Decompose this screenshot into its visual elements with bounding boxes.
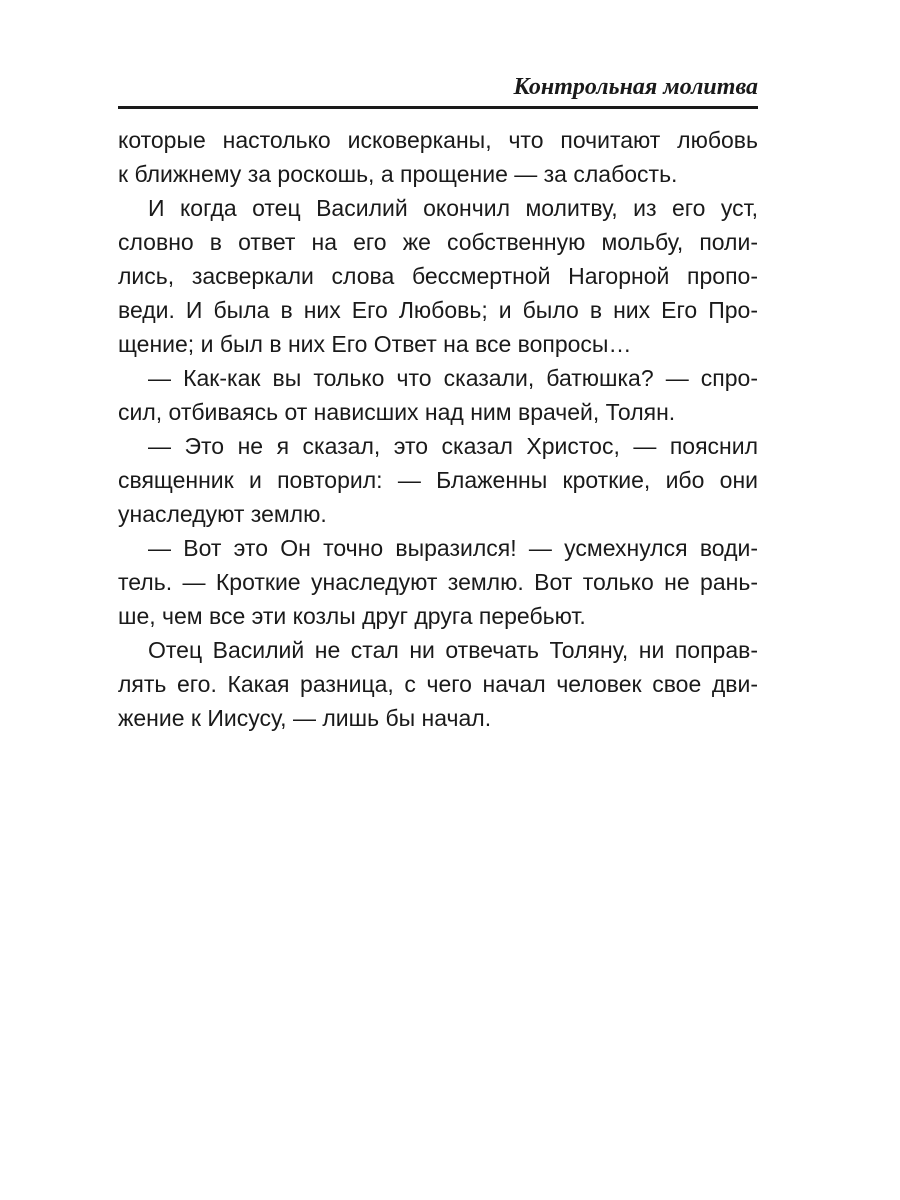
paragraph-1 <box>118 123 758 191</box>
text-line: которые настолько исковерканы, что почитают любовь <box>118 127 758 153</box>
paragraph-3 <box>118 361 758 429</box>
paragraph-2 <box>118 191 758 361</box>
text-line: к ближнему за роскошь, а прощение — за слабость. <box>118 161 678 187</box>
text-line: словно в ответ на его же собственную мольбу, поли- <box>118 229 758 255</box>
text-line: сил, отбиваясь от нависших над ним врачей, Толян. <box>118 399 676 425</box>
text-line: унаследуют землю. <box>118 501 327 527</box>
text-line: — Вот это Он точно выразился! — усмехнулся води- <box>148 535 758 561</box>
book-page <box>118 72 758 735</box>
text-line: веди. И была в них Его Любовь; и было в них Его Про- <box>118 297 758 323</box>
paragraph-4 <box>118 429 758 531</box>
text-line: лять его. Какая разница, с чего начал человек свое дви- <box>118 671 758 697</box>
text-line: лись, засверкали слова бессмертной Нагорной пропо- <box>118 263 758 289</box>
text-line: ше, чем все эти козлы друг друга перебьют. <box>118 603 586 629</box>
text-line: священник и повторил: — Блаженны кроткие, ибо они <box>118 467 758 493</box>
text-line: Отец Василий не стал ни отвечать Толяну, ни поправ- <box>148 637 758 663</box>
text-line: — Это не я сказал, это сказал Христос, — пояснил <box>148 433 758 459</box>
text-line: И когда отец Василий окончил молитву, из его уст, <box>148 195 758 221</box>
text-line: тель. — Кроткие унаследуют землю. Вот только не рань- <box>118 569 758 595</box>
text-line: — Как-как вы только что сказали, батюшка? — спро- <box>148 365 758 391</box>
running-head: Контрольная молитва <box>118 72 758 109</box>
body-text <box>118 123 758 735</box>
text-line: щение; и был в них Его Ответ на все вопросы… <box>118 331 632 357</box>
paragraph-6 <box>118 633 758 735</box>
paragraph-5 <box>118 531 758 633</box>
text-line: жение к Иисусу, — лишь бы начал. <box>118 705 492 731</box>
